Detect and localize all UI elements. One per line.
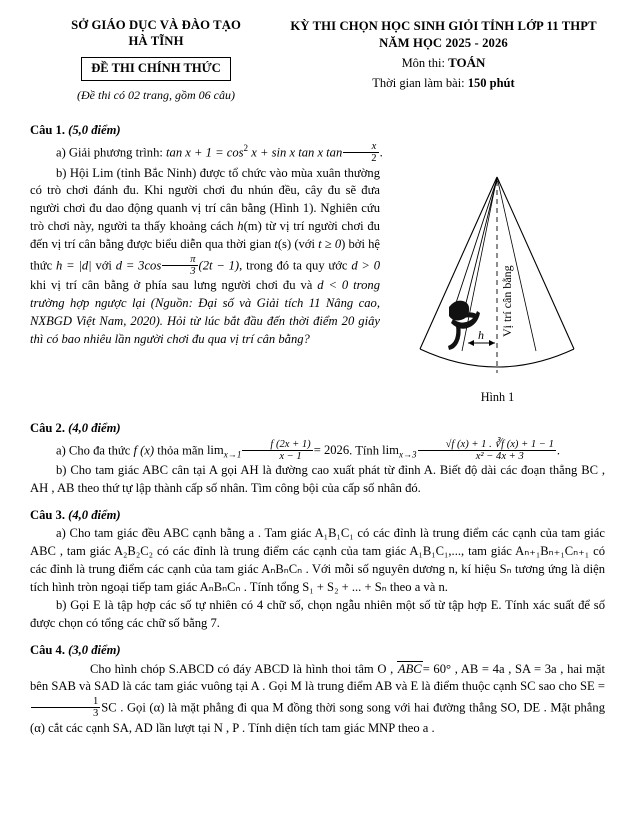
question-4 [30, 661, 605, 738]
question-2b-text: b) Cho tam giác ABC cân tại A gọi AH là đường cao xuất phát từ đỉnh A. Biết độ dài các đoạn thẳng BC , AH , AB theo thứ tự lập thành cấp số nhân. Tìm công bội của cấp số nhân đó. [30, 462, 605, 495]
question-1b-condition: t ≥ 0 [318, 237, 342, 252]
question-4-text-1: Cho hình chóp S.ABCD có đáy ABCD là hình thoi tâm O , [90, 661, 394, 676]
question-1b-d-fraction: $\frac{\pi}{3}$ [162, 254, 197, 277]
department-line-2: HÀ TĨNH [128, 33, 184, 48]
question-1a-formula-exponent: 2 [243, 143, 249, 154]
question-3-heading [30, 507, 605, 525]
question-2b [30, 462, 605, 498]
question-1b-text-8: trong trường hợp ngược lại (Nguồn: Đại số và Giải tích 11 Nâng cao, NXBGD Việt Nam, 2020). Hỏi từ lúc bắt đầu đến thời điểm 20 giây thì có bao nhiêu lần người chơi đu qua vị trí cân bằng? [30, 278, 380, 346]
question-1b-d-equation-part1: d = 3cos [115, 258, 162, 273]
header-right-block [282, 18, 605, 103]
subject-line [282, 55, 605, 72]
figure-h-label: h [478, 327, 484, 342]
time-value: 150 phút [467, 75, 515, 90]
question-1b-text-1: b) Hội Lim (tỉnh Bắc Ninh) được tổ chức vào mùa xuân thường có trò chơi đánh đu. Khi người chơi đu nhún đều, cây đu sẽ đưa người chơi đu dao động quanh vị trí cân bằng (Hình 1). Nghiên cứu trò chơi này, người ta thấy khoảng cách [30, 165, 380, 234]
question-4-heading [30, 642, 605, 660]
question-4-label: Câu 4. [30, 642, 65, 657]
question-2a: a) Cho đa thức f (x) thỏa mãn $\lim_{x\to 1}$ $\frac{f (2x + 1)}{x - 1}$ = 2026. Tính $\lim_{x\to 3}$ $\frac{√f (x) + 1 . ∛f (x) + 1 - 1}{\text{x² − 4x + 3}}$ . [56, 438, 561, 462]
question-4-angle: ABC [397, 661, 422, 676]
question-2a-function: f (x) [133, 442, 155, 457]
question-2a-text-3: . Tính [349, 442, 380, 457]
header-left-block [30, 18, 282, 103]
question-1-points: (5,0 điểm) [68, 123, 121, 138]
question-2-points: (4,0 điểm) [68, 420, 121, 435]
figure-1 [390, 167, 605, 407]
question-1b-text-3: (với [294, 237, 315, 252]
question-1b-unit-m: (m) [243, 219, 262, 234]
official-exam-badge: ĐỀ THI CHÍNH THỨC [81, 57, 231, 82]
question-4-text-3: SC . Gọi (α) là mặt phẳng đi qua M đồng thời song song với hai đường thẳng SO, DE . Mặt phẳng (α) cắt các cạnh SA, AD lần lượt tại N , P . Tính diện tích tam giác MNP theo a . [30, 700, 605, 735]
question-1-heading [30, 122, 605, 140]
question-1a-formula-part1: tan x + 1 = cos [166, 145, 244, 160]
question-1b-text-2: từ vị trí người chơi đu đến vị trí cân bằng được biểu diễn qua thời gian [30, 219, 380, 252]
question-1b-d-equation-part2: (2t − 1) [198, 258, 240, 273]
question-1b-h-equation: h = |d| [56, 258, 92, 273]
question-4-fraction: $\frac{1}{3}$ [31, 696, 100, 719]
question-1b-text-7: khi vị trí cân bằng ở phía sau lưng người chơi đu và [30, 278, 313, 293]
question-1a-fraction: $\frac{x}{2}$ [343, 141, 378, 164]
figure-1-caption: Hình 1 [480, 390, 515, 405]
swing-illustration [390, 167, 605, 382]
question-1a: a) Giải phương trình: $\tan x + 1 = \cos^2 x + \sin x$ tan x tan $\frac{x}{2}$ . [56, 141, 383, 165]
time-label: Thời gian làm bài: [372, 75, 465, 90]
subject-label: Môn thi: [401, 56, 445, 70]
question-2a-text-1: a) Cho đa thức [56, 442, 131, 457]
question-2a-text-2: thỏa mãn [157, 442, 204, 457]
question-3a [30, 525, 605, 597]
question-2-heading [30, 420, 605, 438]
question-2a-limit-2: $\lim_{x\to 3}$ $\frac{√f (x) + 1 . ∛f (x) + 1 - 1}{\text{x² − 4x + 3}}$ [382, 438, 554, 462]
question-2a-limit-1: $\lim_{x\to 1}$ $\frac{f (2x + 1)}{x - 1}$ = 2026 [206, 438, 350, 462]
question-1b-t: t [274, 237, 278, 252]
question-1a-formula-part2: x + sin x tan x tan [251, 145, 343, 160]
question-3-points: (4,0 điểm) [68, 507, 121, 522]
exam-content [0, 103, 635, 737]
exam-title-line-1: KỲ THI CHỌN HỌC SINH GIỎI TỈNH LỚP 11 THPT [290, 19, 597, 33]
question-4-text-2: = 60° , AB = 4a , SA = 3a , hai mặt bên SAB và SAD là các tam giác vuông tại A . Gọi M là trung điểm AB và E là điểm thuộc cạnh SC sao cho SE = [30, 661, 605, 694]
department-line-1: SỞ GIÁO DỤC VÀ ĐÀO TẠO [71, 18, 241, 32]
question-1-label: Câu 1. [30, 123, 65, 138]
subject-value: TOÁN [448, 55, 486, 70]
question-1b-block [30, 165, 605, 411]
question-3-label: Câu 3. [30, 507, 65, 522]
question-1b-d-negative: d < 0 [317, 278, 349, 293]
question-1b-unit-s: (s) [277, 237, 292, 252]
question-1b-text-5: với [95, 258, 112, 273]
time-line [282, 75, 605, 91]
question-4-points: (3,0 điểm) [68, 642, 121, 657]
question-1a-label: a) Giải phương trình: [56, 145, 163, 160]
exam-title-line-2: NĂM HỌC 2025 - 2026 [379, 35, 508, 50]
exam-pages-note: (Đề thi có 02 trang, gồm 06 câu) [77, 88, 235, 103]
question-1b-text-6: , trong đó ta quy ước [239, 258, 348, 273]
question-1b-text-4: ) bởi hệ thức [30, 237, 380, 273]
question-3b [30, 597, 605, 633]
question-3b-text: b) Gọi E là tập hợp các số tự nhiên có 4 chữ số, chọn ngẫu nhiên một số từ tập hợp E. Tính xác suất để số được chọn có tổng các chữ số bằng 7. [30, 597, 605, 630]
figure-equilibrium-label: Vị trí cân bằng [500, 264, 514, 337]
question-2-label: Câu 2. [30, 420, 65, 435]
question-3a-text: a) Cho tam giác đều ABC cạnh bằng a . Tam giác A₁B₁C₁ có các đỉnh là trung điểm các cạnh của tam giác ABC , tam giác A₂B₂C₂ có các đỉnh là trung điểm các cạnh của tam giác A₁B₁C₁,..., tam giác Aₙ₊₁Bₙ₊₁Cₙ₊₁ có các đỉnh là trung điểm các cạnh của tam giác AₙBₙCₙ . Với mỗi số nguyên dương n, kí hiệu Sₙ tương ứng là diện tích hình tròn ngoại tiếp tam giác AₙBₙCₙ . Tính tổng S₁ + S₂ + ... + Sₙ theo a và n. [30, 526, 605, 595]
question-1b-h: h [237, 219, 244, 234]
page-header [0, 0, 635, 103]
question-1b-d-positive: d > 0 [351, 258, 381, 273]
